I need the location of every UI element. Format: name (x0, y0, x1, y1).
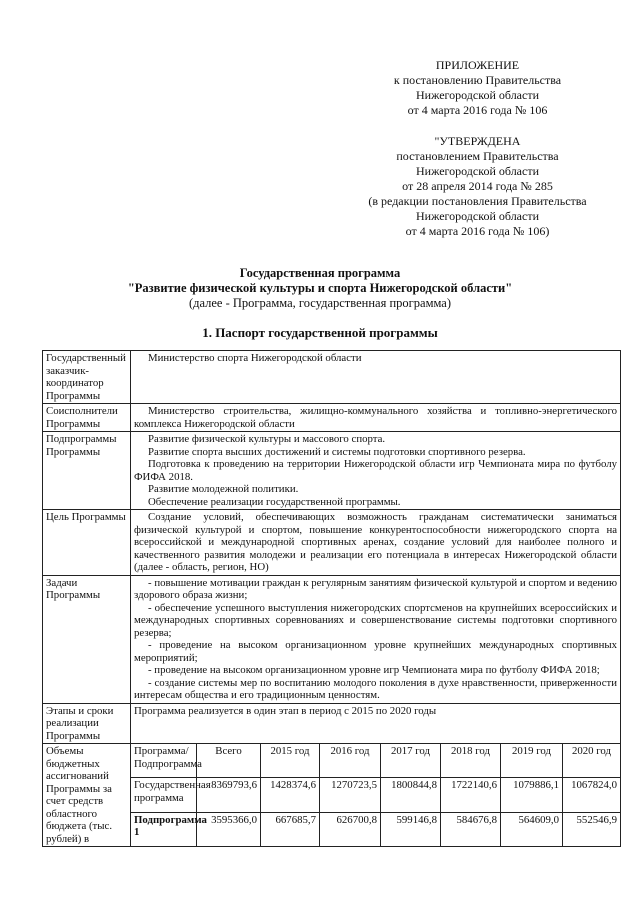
goal-label: Цель Программы (43, 510, 131, 576)
subprogram-item: Обеспечение реализации государственной программы. (148, 495, 401, 508)
approval-line: постановлением Правительства (396, 149, 559, 163)
subprogram-item: Развитие физической культуры и массового спорта. (148, 433, 386, 445)
funding-cell: 8369793,6 (197, 778, 261, 812)
tasks-label: Задачи Программы (43, 575, 131, 703)
appendix-header (340, 58, 615, 118)
funding-cell: 584676,8 (441, 812, 501, 846)
funding-cell: 599146,8 (381, 812, 441, 846)
funding-header-cell: 2015 год (261, 744, 320, 778)
funding-header-cell: 2016 год (320, 744, 381, 778)
funding-cell: 3595366,0 (197, 812, 261, 846)
funding-row-name: Государственная программа (131, 778, 197, 812)
passport-row-goal (43, 510, 621, 576)
passport-row-coexec (43, 404, 621, 432)
customer-value: Министерство спорта Нижегородской области (148, 352, 362, 364)
stages-value: Программа реализуется в один этап в период с 2015 по 2020 годы (134, 704, 437, 717)
funding-header-cell: Программа/ Подпрограмма (131, 744, 197, 778)
stages-label: Этапы и сроки реализации Программы (43, 703, 131, 744)
task-item: - повышение мотивации граждан к регулярным занятиям физической культурой и спортом и ведению здорового образа жизни; (134, 576, 618, 601)
passport-row-tasks (43, 575, 621, 703)
customer-label: Государственный заказчик-координатор Программы (43, 351, 131, 404)
appendix-line: к постановлению Правительства (393, 73, 562, 87)
funding-cell: 552546,9 (563, 812, 621, 846)
section-title: 1. Паспорт государственной программы (202, 325, 438, 340)
approval-line: Нижегородской области (415, 209, 539, 223)
subprogram-item: Развитие спорта высших достижений и системы подготовки спортивного резерва. (148, 445, 526, 458)
approval-header (340, 134, 615, 239)
subprogram-item: Развитие молодежной политики. (148, 483, 299, 495)
document-title (60, 266, 580, 311)
task-item: - создание системы мер по воспитанию молодого поколения в духе нравственности, приверженности интересам общества и его традиционным ценностям. (134, 676, 618, 701)
approval-line: от 28 апреля 2014 года № 285 (402, 179, 553, 193)
funding-header-cell: 2020 год (563, 744, 621, 778)
funding-cell: 1428374,6 (261, 778, 320, 812)
task-item: - проведение на высоком организационном уровне игр Чемпионата мира по футболу ФИФА 2018; (148, 664, 600, 676)
coexec-label: Соисполнители Программы (43, 404, 131, 432)
appendix-line: от 4 марта 2016 года № 106 (407, 103, 548, 117)
program-name: "Развитие физической культуры и спорта Нижегородской области" (127, 281, 513, 295)
funding-row-name: Подпрограмма 1 (131, 812, 197, 846)
title-note: (далее - Программа, государственная программа) (188, 296, 452, 310)
approval-line: (в редакции постановления Правительства (368, 194, 587, 208)
funding-cell: 1079886,1 (501, 778, 563, 812)
funding-label: Объемы бюджетных ассигнований Программы за счет средств областного бюджета (тыс. рублей) в (43, 744, 131, 847)
subprogram-item: Подготовка к проведению на территории Нижегородской области игр Чемпионата мира по футболу ФИФА 2018. (134, 458, 618, 483)
approval-line: Нижегородской области (415, 164, 539, 178)
funding-header-cell: 2017 год (381, 744, 441, 778)
funding-cell: 667685,7 (261, 812, 320, 846)
funding-cell: 626700,8 (320, 812, 381, 846)
passport-row-stages (43, 703, 621, 744)
approval-line: от 4 марта 2016 года № 106) (405, 224, 550, 238)
funding-header-row (43, 744, 621, 778)
task-item: - обеспечение успешного выступления нижегородских спортсменов на крупнейших всероссийских и международных спортивных соревнованиях и совершенствование системы подготовки спортивного резерва; (134, 601, 618, 639)
passport-table (42, 350, 621, 847)
funding-cell: 1067824,0 (563, 778, 621, 812)
goal-value: Создание условий, обеспечивающих возможность гражданам систематически заниматься физической культурой и спортом, повышение конкурентоспособности нижегородского спорта на всероссийской и международной спортивных аренах, создание условий для наиболее полного и качественного развития молодежи и реализации его потенциала в интересах Нижегородской области (далее - область, регион, НО) (134, 511, 618, 573)
funding-header-cell: 2019 год (501, 744, 563, 778)
task-item: - проведение на высоком организационном уровне крупнейших международных спортивных мероприятий; (134, 639, 618, 664)
funding-cell: 1800844,8 (381, 778, 441, 812)
approval-line: "УТВЕРЖДЕНА (434, 134, 521, 148)
coexec-value: Министерство строительства, жилищно-коммунального хозяйства и топливно-энергетического комплекса Нижегородской области (134, 405, 618, 430)
passport-row-subprograms (43, 432, 621, 510)
funding-cell: 1270723,5 (320, 778, 381, 812)
funding-header-cell: Всего (197, 744, 261, 778)
appendix-line: ПРИЛОЖЕНИЕ (435, 58, 520, 72)
funding-cell: 1722140,6 (441, 778, 501, 812)
funding-header-cell: 2018 год (441, 744, 501, 778)
title-line: Государственная программа (239, 266, 401, 280)
appendix-line: Нижегородской области (415, 88, 539, 102)
passport-row-customer (43, 351, 621, 404)
funding-cell: 564609,0 (501, 812, 563, 846)
subprograms-label: Подпрограммы Программы (43, 432, 131, 510)
